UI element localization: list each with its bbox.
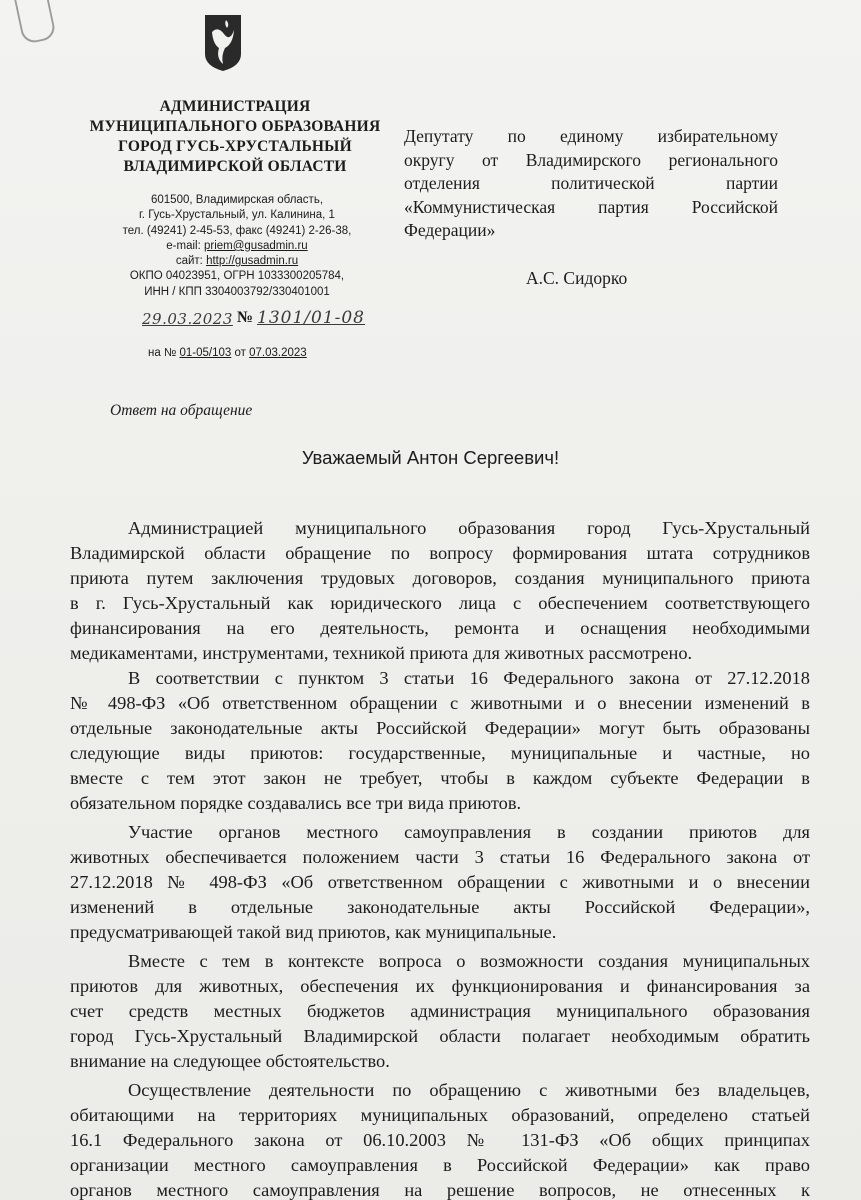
body-line: следующие виды приютов: государственные, муниципальные и частные, но xyxy=(70,743,810,763)
body-line: Осуществление деятельности по обращению с животными без владельцев, xyxy=(128,1080,810,1100)
body-line: предусматривающей такой вид приютов, как муниципальные. xyxy=(70,922,557,942)
body-line: финансирования на его деятельность, ремонта и оснащения необходимыми xyxy=(70,618,810,638)
site-line xyxy=(62,254,412,269)
city-coat-of-arms-icon xyxy=(204,14,242,72)
reference-date: 07.03.2023 xyxy=(249,347,307,359)
body-line: изменений в отдельные законодательные акты Российской Федерации», xyxy=(70,897,810,917)
registration-number-sign: № xyxy=(237,309,254,326)
email-label: e-mail: xyxy=(166,239,204,252)
body-line: внимание на следующее обстоятельство. xyxy=(70,1051,390,1071)
organization-contacts xyxy=(62,193,412,300)
org-line-2: МУНИЦИПАЛЬНОГО ОБРАЗОВАНИЯ xyxy=(89,118,381,135)
address-line-2: г. Гусь-Хрустальный, ул. Калинина, 1 xyxy=(139,209,335,222)
phone-line: тел. (49241) 2-45-53, факс (49241) 2-26-38, xyxy=(122,224,352,237)
addressee-line: округу от Владимирского регионального xyxy=(404,149,778,170)
org-line-1: АДМИНИСТРАЦИЯ xyxy=(159,98,311,115)
addressee-block xyxy=(404,125,778,243)
body-line: № 498-ФЗ «Об ответственном обращении с животными и о внесении изменений в xyxy=(70,693,810,713)
org-line-4: ВЛАДИМИРСКОЙ ОБЛАСТИ xyxy=(123,158,347,175)
registration-date: 29.03.2023 xyxy=(142,310,233,328)
body-line: отдельные законодательные акты Российской Федерации» могут быть образованы xyxy=(70,718,810,738)
body-line: органов местного самоуправления на решение вопросов, не отнесенных к xyxy=(70,1180,810,1200)
body-line: обитающими на территориях муниципальных образований, определено статьей xyxy=(70,1105,810,1125)
body-line: город Гусь-Хрустальный Владимирской области полагает необходимым обратить xyxy=(70,1026,810,1046)
inn-line: ИНН / КПП 3304003792/330401001 xyxy=(144,285,330,298)
body-line: Администрацией муниципального образования город Гусь-Хрустальный xyxy=(128,518,810,538)
site-link: http://gusadmin.ru xyxy=(206,255,299,268)
email-line xyxy=(62,239,412,254)
address-line-1: 601500, Владимирская область, xyxy=(150,194,324,206)
greeting: Уважаемый Антон Сергеевич! xyxy=(301,447,560,468)
body-line: приютов для животных, обеспечения их функционирования и финансирования за xyxy=(70,976,810,996)
okpo-line: ОКПО 04023951, ОГРН 1033300205784, xyxy=(129,270,345,283)
addressee-line: Депутату по единому избирательному xyxy=(404,126,778,146)
email-link: priem@gusadmin.ru xyxy=(203,239,308,252)
organization-name xyxy=(70,97,400,177)
body-line: животных обеспечивается положением части 3 статьи 16 Федерального закона от xyxy=(70,847,810,867)
body-line: приюта путем заключения трудовых договоров, создания муниципального приюта xyxy=(70,568,810,588)
body-line: Владимирской области обращение по вопросу формирования штата сотрудников xyxy=(70,543,810,563)
body-line: вместе с тем этот закон не требует, чтобы в каждом субъекте Федерации в xyxy=(70,768,810,788)
reference-number: 01-05/103 xyxy=(179,347,232,359)
site-label: сайт: xyxy=(175,255,207,268)
addressee-name: А.С. Сидорко xyxy=(526,268,628,288)
body-line: Участие органов местного самоуправления в создании приютов для xyxy=(128,822,810,842)
body-line: 16.1 Федерального закона от 06.10.2003 № 131-ФЗ «Об общих принципах xyxy=(70,1130,810,1150)
body-line: в г. Гусь-Хрустальный как юридического лица с обеспечением соответствующего xyxy=(70,593,810,613)
reference-prefix: на № xyxy=(148,347,177,359)
addressee-line: «Коммунистическая партия Российской xyxy=(404,196,778,217)
body-line: медикаментами, инструментами, техникой приюта для животных рассмотрено. xyxy=(70,643,693,663)
registration-stamp xyxy=(142,310,392,334)
reference-line xyxy=(148,347,408,359)
body-line: 27.12.2018 № 498-ФЗ «Об ответственном обращении с животными и о внесении xyxy=(70,872,810,892)
paper-clip xyxy=(13,0,57,45)
body-line: организации местного самоуправления в Российской Федерации» как право xyxy=(70,1155,810,1175)
letter-body xyxy=(70,516,810,1200)
letter-subject: Ответ на обращение xyxy=(110,402,253,419)
addressee-line: Федерации» xyxy=(404,220,496,240)
reference-mid: от xyxy=(234,347,246,359)
body-line: Вместе с тем в контексте вопроса о возможности создания муниципальных xyxy=(128,951,810,971)
org-line-3: ГОРОД ГУСЬ-ХРУСТАЛЬНЫЙ xyxy=(118,138,352,155)
registration-number: 1301/01-08 xyxy=(257,308,365,328)
body-line: счет средств местных бюджетов администрация муниципального образования xyxy=(70,1001,810,1021)
addressee-line: отделения политической партии xyxy=(404,173,778,193)
body-line: В соответствии с пунктом 3 статьи 16 Федерального закона от 27.12.2018 xyxy=(128,668,810,688)
body-line: обязательном порядке создавались все три вида приютов. xyxy=(70,793,522,813)
